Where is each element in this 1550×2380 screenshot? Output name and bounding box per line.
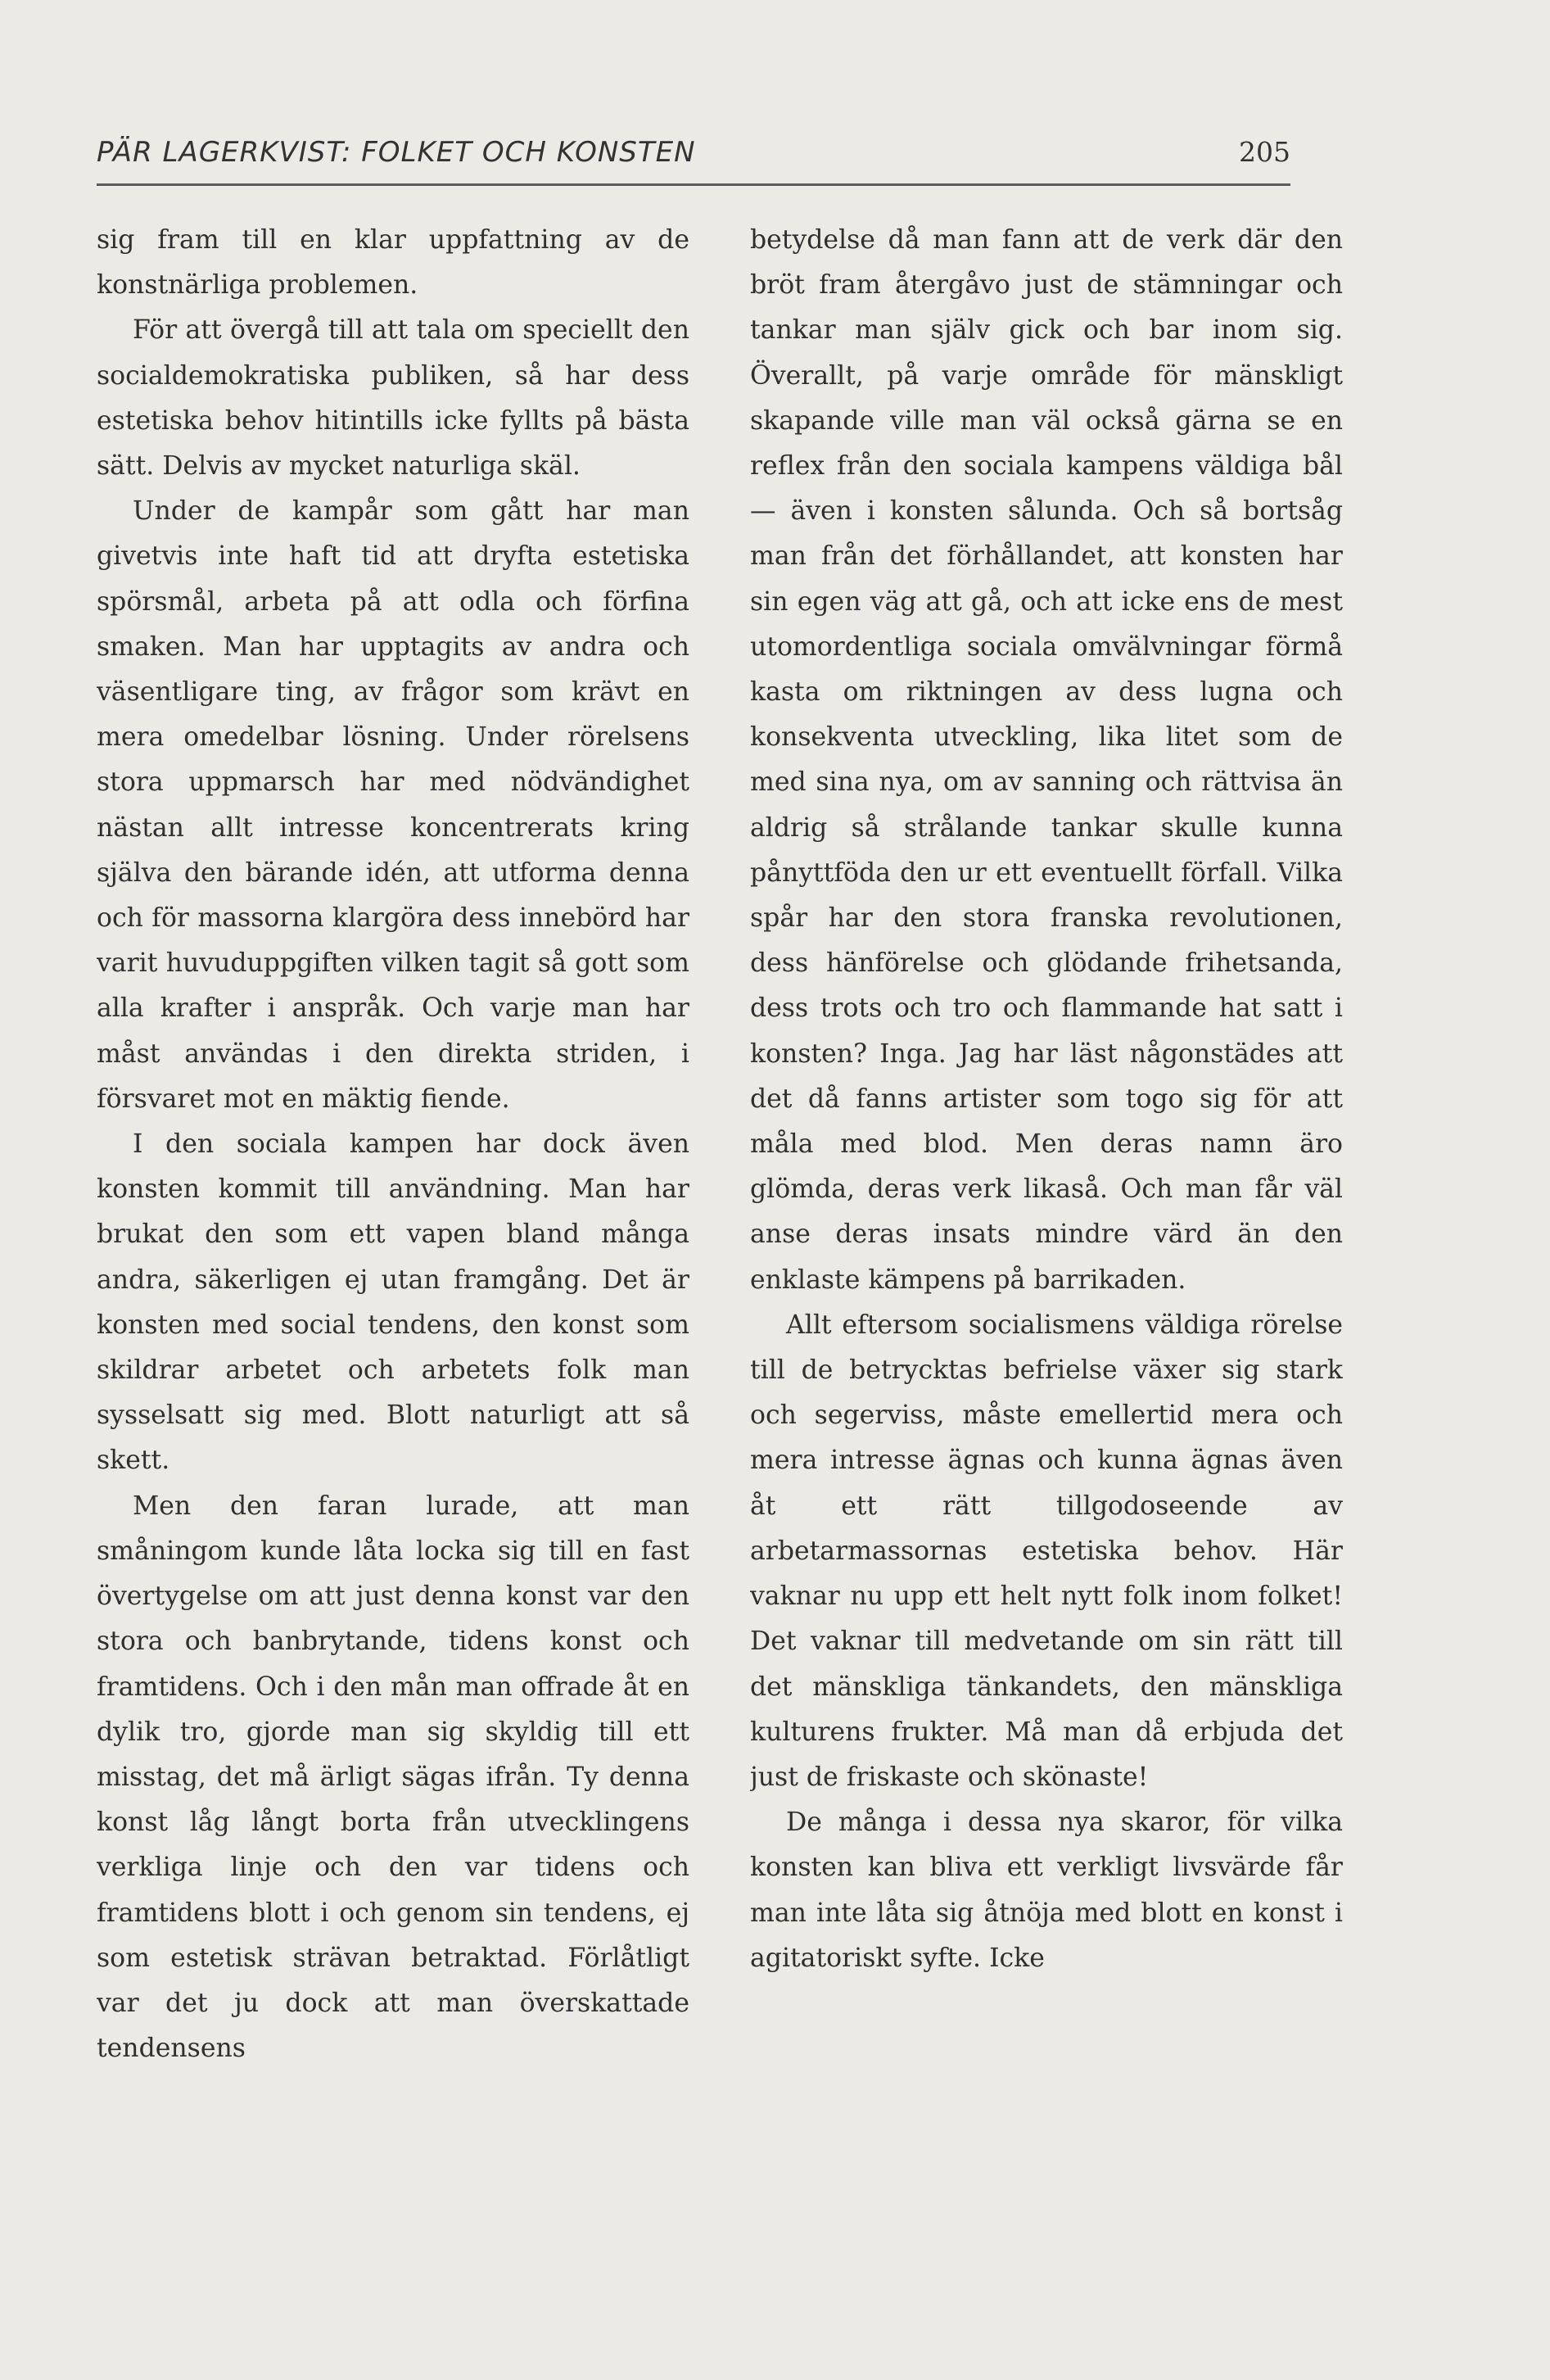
- paragraph: För att övergå till att tala om speciellt den socialdemokratiska publiken, så har dess estetiska behov hitintills icke fyllts på bästa sätt. Delvis av mycket naturliga skäl.: [97, 315, 689, 482]
- paragraph: Under de kampår som gått har man givetvis inte haft tid att dryfta estetiska spörsmål, arbeta på att odla och förfina smaken. Man har upptagits av andra och väsentligare ting, av frågor som krävt en mera omedelbar lösning. Under rörelsens stora uppmarsch har med nödvändighet nästan allt intresse koncentrerats kring själva den bärande idén, att utforma denna och för massorna klargöra dess innebörd har varit huvuduppgiften vilken tagit så gott som alla krafter i anspråk. Och varje man har måst användas i den direkta striden, i försvaret mot en mäktig fiende.: [97, 496, 689, 1114]
- running-title: PÄR LAGERKVIST: FOLKET OCH KONSTEN: [97, 136, 696, 169]
- page-number: 205: [1239, 136, 1290, 168]
- paragraph: I den sociala kampen har dock även konsten kommit till användning. Man har brukat den som ett vapen bland många andra, säkerligen ej utan framgång. Det är konsten med social tendens, den konst som skildrar arbetet och arbetets folk man sysselsatt sig med. Blott naturligt att så skett.: [97, 1129, 689, 1476]
- paragraph: Men den faran lurade, att man småningom kunde låta locka sig till en fast övertygelse om att just denna konst var den stora och banbrytande, tidens konst och framtidens. Och i den mån man offrade åt en dylik tro, gjorde man sig skyldig till ett misstag, det må ärligt sägas ifrån. Ty denna konst låg långt borta från utvecklingens verkliga linje och den var tidens och framtidens blott i och genom sin tendens, ej som estetisk strävan betraktad. Förlåtligt var det ju dock att man överskattade tendensens: [97, 1491, 689, 2064]
- header-rule: [97, 183, 1290, 186]
- paragraph: Allt eftersom socialismens väldiga rörelse till de betrycktas befrielse växer sig stark och segerviss, måste emellertid mera och mera intresse ägnas och kunna ägnas även åt ett rätt tillgodoseende av arbetarmassornas estetiska behov. Här vaknar nu upp ett helt nytt folk inom folket! Det vaknar till medvetande om sin rätt till det mänskliga tänkandets, den mänskliga kulturens frukter. Må man då erbjuda det just de friskaste och skönaste!: [750, 1310, 1343, 1792]
- paragraph: sig fram till en klar uppfattning av de konstnärliga problemen.: [97, 225, 689, 301]
- paragraph: De många i dessa nya skaror, för vilka konsten kan bliva ett verkligt livsvärde får man inte låta sig åtnöja med blott en konst i agitatoriskt syfte. Icke: [750, 1808, 1343, 1973]
- left-column: [97, 218, 689, 2282]
- page-header: [97, 136, 1290, 182]
- right-column: [750, 218, 1343, 2282]
- paragraph: betydelse då man fann att de verk där den bröt fram återgåvo just de stämningar och tankar man själv gick och bar inom sig. Överallt, på varje område för mänskligt skapande ville man väl också gärna se en reflex från den sociala kampens väldiga bål — även i konsten sålunda. Och så bortsåg man från det förhållandet, att konsten har sin egen väg att gå, och att icke ens de mest utomordentliga sociala omvälvningar förmå kasta om riktningen av dess lugna och konsekventa utveckling, lika litet som de med sina nya, om av sanning och rättvisa än aldrig så strålande tankar skulle kunna pånyttföda den ur ett eventuellt förfall. Vilka spår har den stora franska revolutionen, dess hänförelse och glödande frihetsanda, dess trots och tro och flammande hat satt i konsten? Inga. Jag har läst någonstädes att det då fanns artister som togo sig för att måla med blod. Men deras namn äro glömda, deras verk likaså. Och man får väl anse deras insats mindre värd än den enklaste kämpens på barrikaden.: [750, 225, 1343, 1295]
